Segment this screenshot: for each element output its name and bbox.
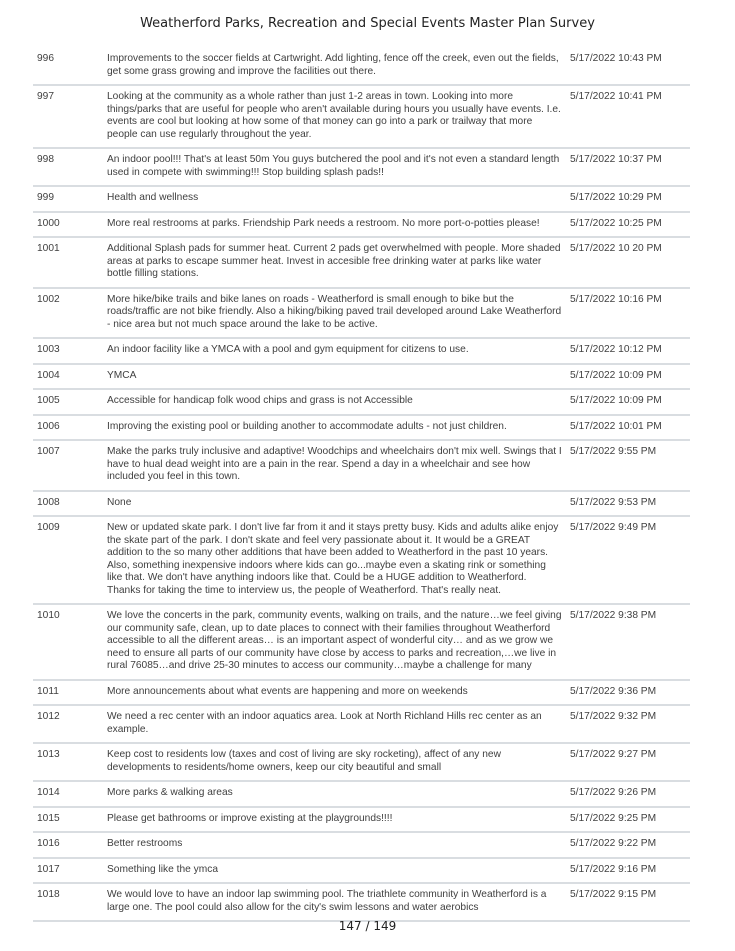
response-date: 5/17/2022 9:36 PM: [566, 680, 690, 706]
response-date: 5/17/2022 10:09 PM: [566, 364, 690, 390]
response-text: Better restrooms: [103, 832, 566, 858]
response-text: Accessible for handicap folk wood chips and grass is not Accessible: [103, 389, 566, 415]
page-number: 147 / 149: [338, 919, 397, 933]
response-id: 1016: [33, 832, 103, 858]
response-id: 1002: [33, 288, 103, 339]
response-date: 5/17/2022 9:49 PM: [566, 516, 690, 604]
response-id: 1000: [33, 212, 103, 238]
table-row: [33, 186, 690, 212]
response-text: Keep cost to residents low (taxes and cost of living are sky rocketing), affect of any new developments to residents/home owners, keep our city beautiful and small: [103, 743, 566, 781]
table-row: [33, 858, 690, 884]
response-date: 5/17/2022 9:38 PM: [566, 604, 690, 680]
table-row: [33, 680, 690, 706]
response-text: More hike/bike trails and bike lanes on roads - Weatherford is small enough to bike but the roads/traffic are not bike friendly. Also a hiking/biking paved trail developed around Lake Weatherford - nice area but not much space around the lake to be active.: [103, 288, 566, 339]
response-date: 5/17/2022 10:37 PM: [566, 148, 690, 186]
response-text: More parks & walking areas: [103, 781, 566, 807]
response-text: Please get bathrooms or improve existing at the playgrounds!!!!: [103, 807, 566, 833]
table-row: [33, 237, 690, 288]
table-row: [33, 415, 690, 441]
response-text: Make the parks truly inclusive and adaptive! Woodchips and wheelchairs don't mix well. Swings that I have to hual dead weight into are a pain in the rear. Spend a day in a wheelchair and see how included you feel in this town.: [103, 440, 566, 491]
response-id: 1014: [33, 781, 103, 807]
response-text: We would love to have an indoor lap swimming pool. The triathlete community in Weatherford is a large one. The pool could also allow for the city's swim lessons and water aerobics: [103, 883, 566, 921]
response-date: 5/17/2022 10:43 PM: [566, 48, 690, 85]
response-id: 999: [33, 186, 103, 212]
response-id: 1004: [33, 364, 103, 390]
response-date: 5/17/2022 9:55 PM: [566, 440, 690, 491]
response-date: 5/17/2022 9:15 PM: [566, 883, 690, 921]
response-text: An indoor pool!!! That's at least 50m You guys butchered the pool and it's not even a standard length used in compete with swimming!!! Stop building splash pads!!: [103, 148, 566, 186]
response-date: 5/17/2022 10 20 PM: [566, 237, 690, 288]
response-text: Health and wellness: [103, 186, 566, 212]
table-row: [33, 832, 690, 858]
table-row: [33, 364, 690, 390]
table-row: [33, 288, 690, 339]
response-date: 5/17/2022 10:01 PM: [566, 415, 690, 441]
table-row: [33, 781, 690, 807]
response-date: 5/17/2022 10:09 PM: [566, 389, 690, 415]
response-id: 1011: [33, 680, 103, 706]
response-date: 5/17/2022 9:22 PM: [566, 832, 690, 858]
response-text: None: [103, 491, 566, 517]
response-text: Additional Splash pads for summer heat. Current 2 pads get overwhelmed with people. More shaded areas at parks to escape summer heat. Invest in accesible free drinking water at parks like water bottle filling stations.: [103, 237, 566, 288]
response-id: 1003: [33, 338, 103, 364]
table-row: [33, 440, 690, 491]
table-row: [33, 48, 690, 85]
response-text: More real restrooms at parks. Friendship Park needs a restroom. No more port-o-potties please!: [103, 212, 566, 238]
response-date: 5/17/2022 9:25 PM: [566, 807, 690, 833]
response-text: YMCA: [103, 364, 566, 390]
table-row: [33, 148, 690, 186]
table-row: [33, 604, 690, 680]
response-text: We need a rec center with an indoor aquatics area. Look at North Richland Hills rec center as an example.: [103, 705, 566, 743]
response-id: 1017: [33, 858, 103, 884]
table-row: [33, 491, 690, 517]
page-title: Weatherford Parks, Recreation and Special Events Master Plan Survey: [140, 16, 595, 31]
table-row: [33, 212, 690, 238]
response-id: 1009: [33, 516, 103, 604]
response-date: 5/17/2022 9:26 PM: [566, 781, 690, 807]
table-row: [33, 85, 690, 148]
response-text: New or updated skate park. I don't live far from it and it stays pretty busy. Kids and adults alike enjoy the skate part of the park. I don't skate and feel very passionate about it. It would be a GREAT addition to the so many other additions that have been added to Weatherford in the past 10 years. Also, something inexpensive indoors where kids can go...maybe even a skating rink or something like that. We don't have anything indoors like that. Could be a HUGE addition to Weatherford. Thanks for taking the time to interview us, the people of Weatherford. That's really neat.: [103, 516, 566, 604]
response-id: 1006: [33, 415, 103, 441]
table-row: [33, 516, 690, 604]
response-id: 1015: [33, 807, 103, 833]
response-date: 5/17/2022 9:53 PM: [566, 491, 690, 517]
response-date: 5/17/2022 10:25 PM: [566, 212, 690, 238]
response-text: Something like the ymca: [103, 858, 566, 884]
response-id: 1013: [33, 743, 103, 781]
response-id: 1012: [33, 705, 103, 743]
response-id: 1007: [33, 440, 103, 491]
response-text: We love the concerts in the park, community events, walking on trails, and the nature…we feel giving our community safe, clean, up to date places to connect with their families throughout Weatherford accessible to all the different areas… is an important aspect of wonderful city… and as we grow we need to ensure all parts of our community have close by access to parks and recreation,…we live in rural 76085…and drive 25-30 minutes to access our community…maybe a challenge for many: [103, 604, 566, 680]
table-row: [33, 883, 690, 921]
response-date: 5/17/2022 9:32 PM: [566, 705, 690, 743]
table-row: [33, 743, 690, 781]
response-date: 5/17/2022 10:29 PM: [566, 186, 690, 212]
table-row: [33, 338, 690, 364]
response-id: 1001: [33, 237, 103, 288]
response-date: 5/17/2022 10:16 PM: [566, 288, 690, 339]
responses-table: [33, 48, 690, 922]
response-text: Improvements to the soccer fields at Cartwright. Add lighting, fence off the creek, even out the fields, get some grass growing and improve the facilities out there.: [103, 48, 566, 85]
response-date: 5/17/2022 10:41 PM: [566, 85, 690, 148]
response-date: 5/17/2022 9:16 PM: [566, 858, 690, 884]
table-row: [33, 705, 690, 743]
response-id: 997: [33, 85, 103, 148]
response-id: 996: [33, 48, 103, 85]
response-text: More announcements about what events are happening and more on weekends: [103, 680, 566, 706]
response-id: 1010: [33, 604, 103, 680]
response-id: 1008: [33, 491, 103, 517]
response-text: An indoor facility like a YMCA with a pool and gym equipment for citizens to use.: [103, 338, 566, 364]
responses-body: [33, 48, 690, 921]
response-id: 1018: [33, 883, 103, 921]
table-row: [33, 807, 690, 833]
table-row: [33, 389, 690, 415]
response-date: 5/17/2022 9:27 PM: [566, 743, 690, 781]
response-text: Improving the existing pool or building another to accommodate adults - not just children.: [103, 415, 566, 441]
response-id: 1005: [33, 389, 103, 415]
response-date: 5/17/2022 10:12 PM: [566, 338, 690, 364]
response-text: Looking at the community as a whole rather than just 1-2 areas in town. Looking into more things/parks that are useful for people who aren't available during hours you usually have events. I.e. events are cool but looking at how some of that money can go into a park or trailway that more people can use regularly throughout the year.: [103, 85, 566, 148]
response-id: 998: [33, 148, 103, 186]
